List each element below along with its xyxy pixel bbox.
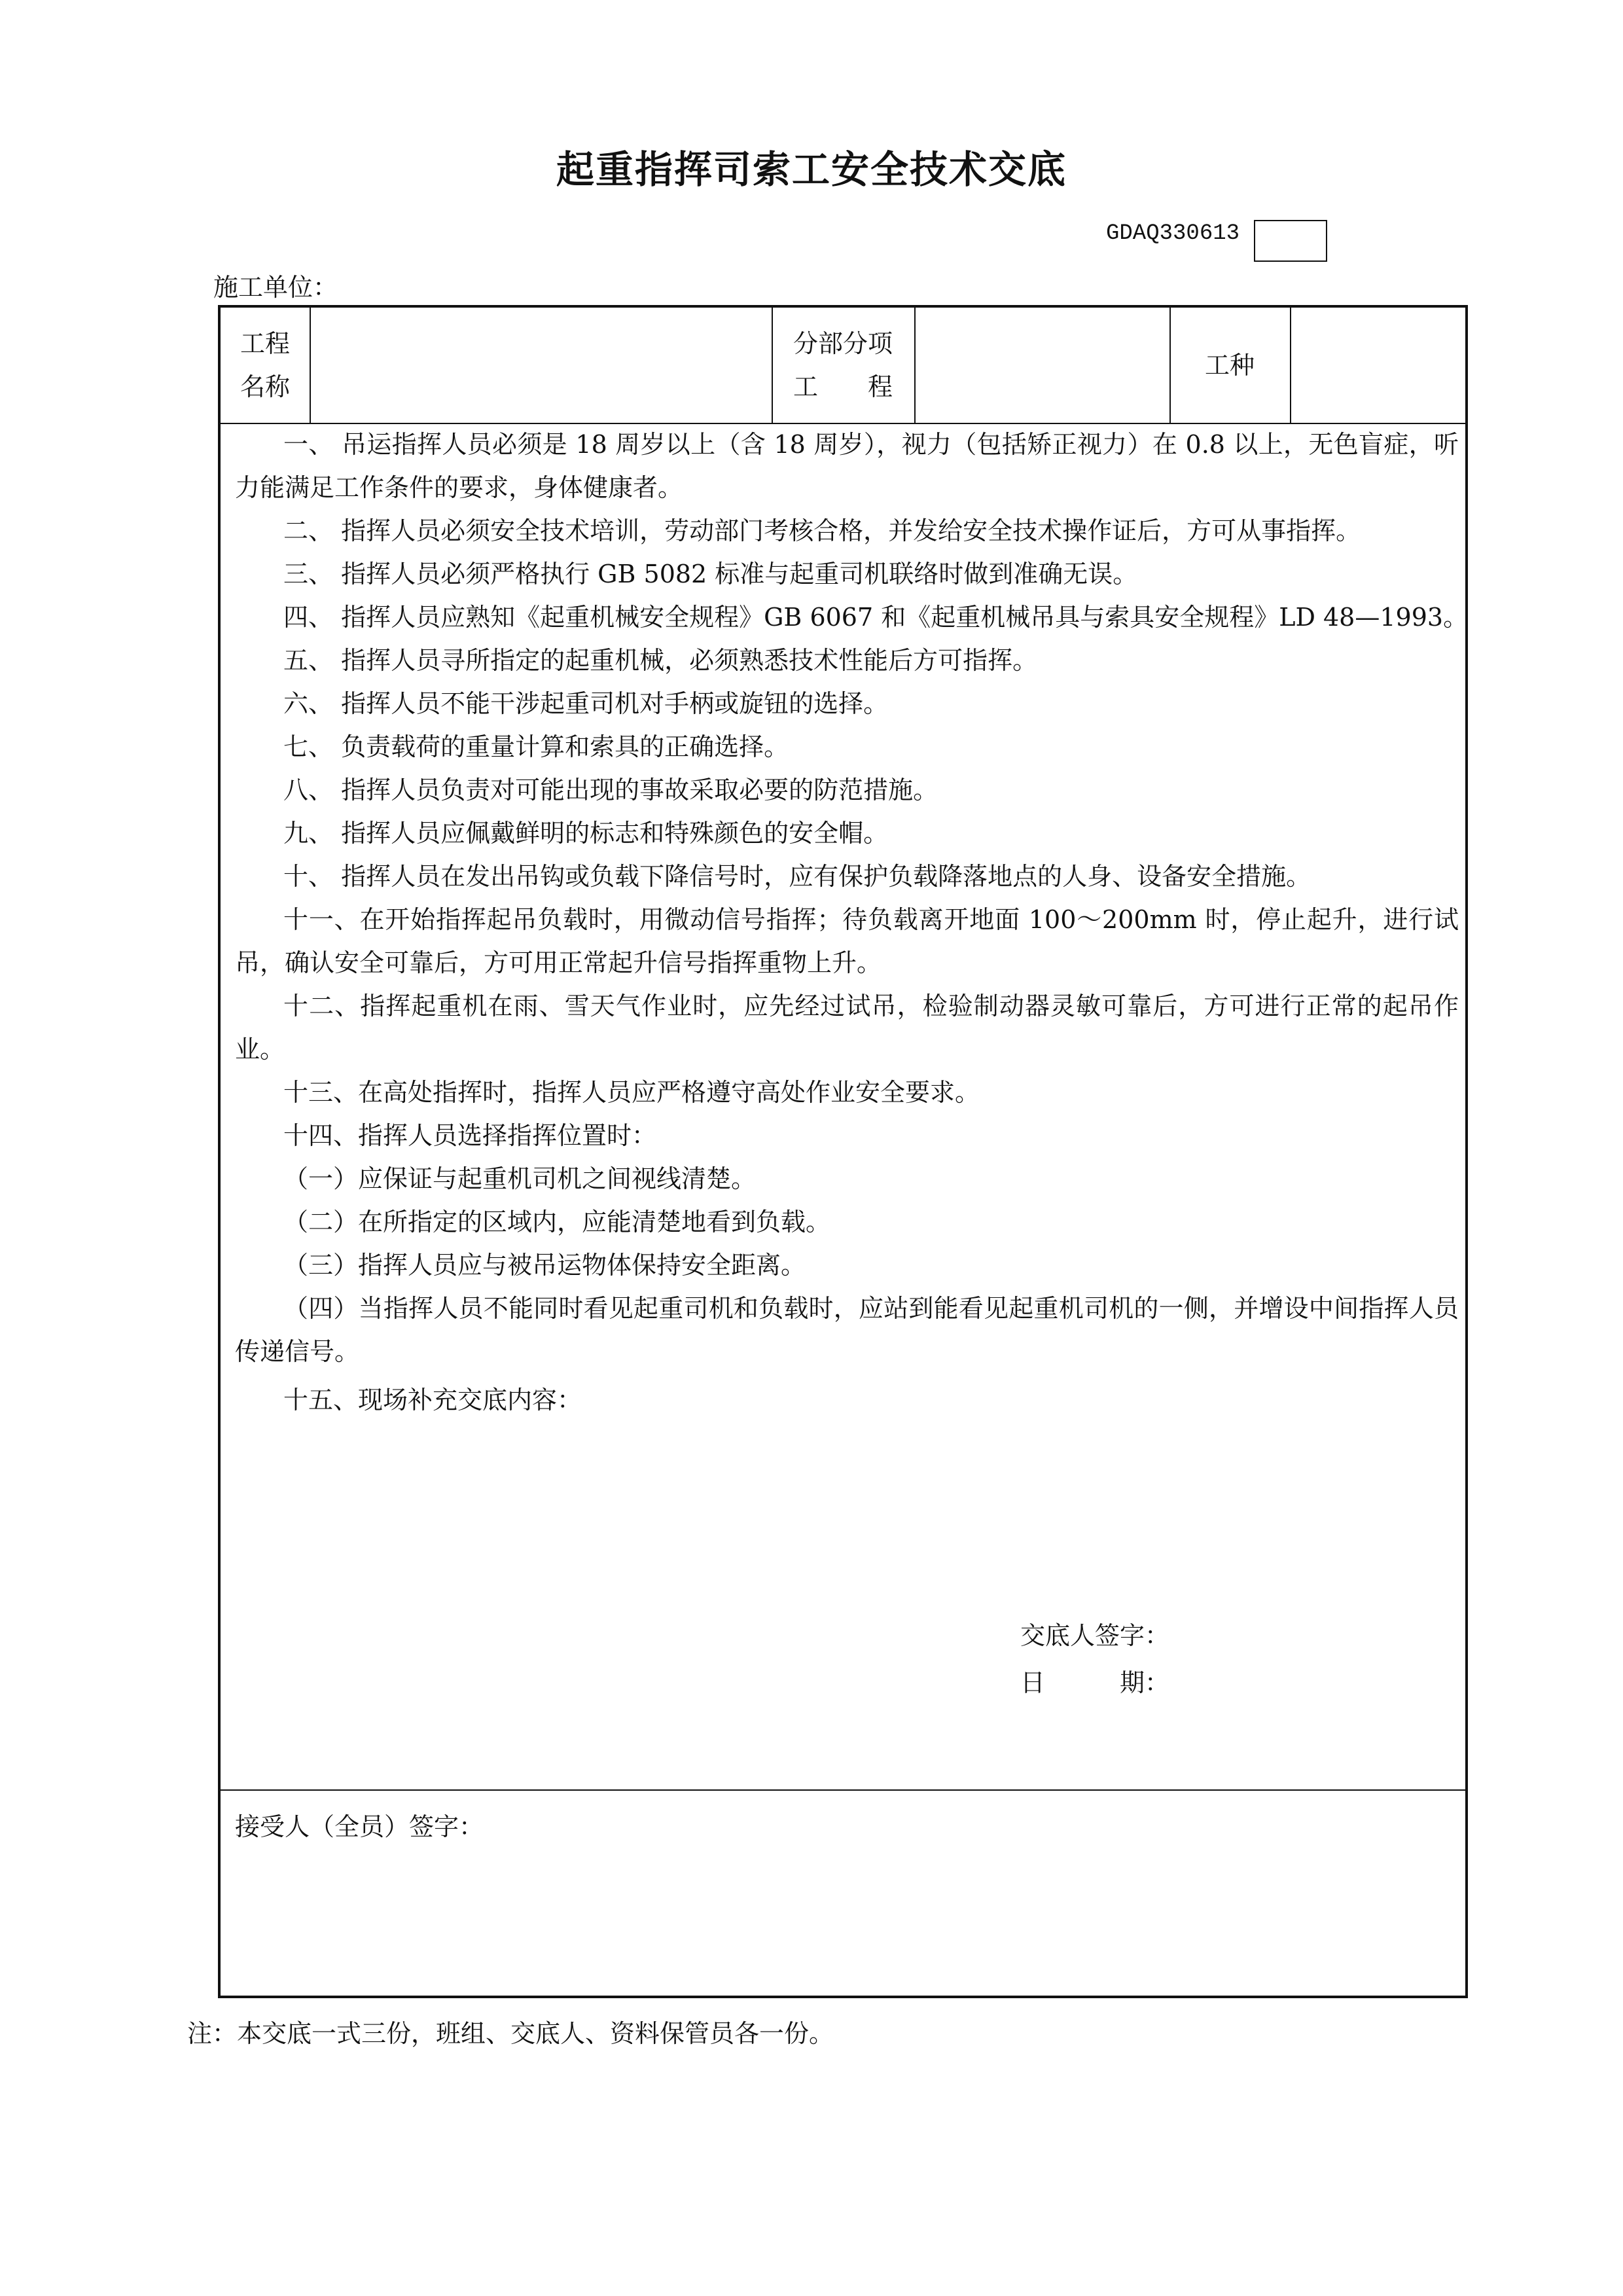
form-table <box>218 305 1468 1998</box>
supplementary-item: 十五、现场补充交底内容： <box>283 1386 582 1414</box>
receiver-divider <box>221 1789 1465 1791</box>
receiver-signature-area[interactable] <box>234 1846 1451 1990</box>
sub-list-item: （四）当指挥人员不能同时看见起重司机和负载时，应站到能看见起重机司机的一侧，并增设中间指挥人员传递信号。 <box>235 1294 1459 1366</box>
page-title: 起重指挥司索工安全技术交底 <box>556 147 1067 192</box>
signer-field[interactable] <box>1189 1610 1438 1647</box>
list-item: 八、 指挥人员负责对可能出现的事故采取必要的防范措施。 <box>283 776 938 804</box>
doc-code: GDAQ330613 <box>1106 221 1240 246</box>
list-item: 七、 负责载荷的重量计算和索具的正确选择。 <box>283 732 789 761</box>
list-item: 一、 吊运指挥人员必须是 18 周岁以上（含 18 周岁），视力（包括矫正视力）在 0.8 以上，无色盲症，听力能满足工作条件的要求，身体健康者。 <box>235 430 1459 502</box>
sub-project-label: 分部分项 工 程 <box>793 329 893 401</box>
footnote: 注：本交底一式三份，班组、交底人、资料保管员各一份。 <box>187 2019 834 2048</box>
receiver-label: 接受人（全员）签字： <box>235 1812 484 1841</box>
project-name-field[interactable] <box>311 308 770 422</box>
list-item: 五、 指挥人员寻所指定的起重机械，必须熟悉技术性能后方可指挥。 <box>283 646 1038 675</box>
list-item: 十一、在开始指挥起吊负载时，用微动信号指挥；待负载离开地面 100～200mm 时，停止起升，进行试吊，确认安全可靠后，方可用正常起升信号指挥重物上升。 <box>235 905 1459 977</box>
sub-list-item: （一）应保证与起重机司机之间视线清楚。 <box>283 1164 757 1193</box>
list-item: 十四、指挥人员选择指挥位置时： <box>283 1121 657 1150</box>
sub-list-item: （三）指挥人员应与被吊运物体保持安全距离。 <box>283 1251 806 1280</box>
signer-label: 交底人签字： <box>1020 1621 1170 1650</box>
list-item: 六、 指挥人员不能干涉起重司机对手柄或旋钮的选择。 <box>283 689 889 718</box>
doc-code-box[interactable] <box>1254 220 1327 262</box>
list-item: 四、 指挥人员应熟知《起重机械安全规程》GB 6067 和《起重机械吊具与索具安全规程》LD 48—1993。 <box>283 603 1469 632</box>
list-item: 十二、指挥起重机在雨、雪天气作业时，应先经过试吊，检验制动器灵敏可靠后，方可进行正常的起吊作业。 <box>235 992 1459 1064</box>
sub-list-item: （二）在所指定的区域内，应能清楚地看到负载。 <box>283 1208 831 1236</box>
project-name-label: 工程 名称 <box>240 329 290 401</box>
list-item: 九、 指挥人员应佩戴鲜明的标志和特殊颜色的安全帽。 <box>283 819 889 848</box>
list-item: 十、 指挥人员在发出吊钩或负载下降信号时，应有保护负载降落地点的人身、设备安全措施。 <box>283 862 1311 891</box>
date-field[interactable] <box>1189 1657 1438 1694</box>
list-item: 三、 指挥人员必须严格执行 GB 5082 标准与起重司机联络时做到准确无误。 <box>283 560 1138 588</box>
trade-field[interactable] <box>1291 308 1465 422</box>
list-item: 二、 指挥人员必须安全技术培训，劳动部门考核合格，并发给安全技术操作证后，方可从事指挥。 <box>283 516 1361 545</box>
construction-unit-label: 施工单位： <box>213 273 338 302</box>
list-item: 十三、在高处指挥时，指挥人员应严格遵守高处作业安全要求。 <box>283 1078 980 1107</box>
date-label: 日 期： <box>1020 1668 1170 1697</box>
trade-label: 工种 <box>1204 351 1255 380</box>
disclosure-content <box>235 423 1469 1422</box>
sub-project-field[interactable] <box>916 308 1168 422</box>
